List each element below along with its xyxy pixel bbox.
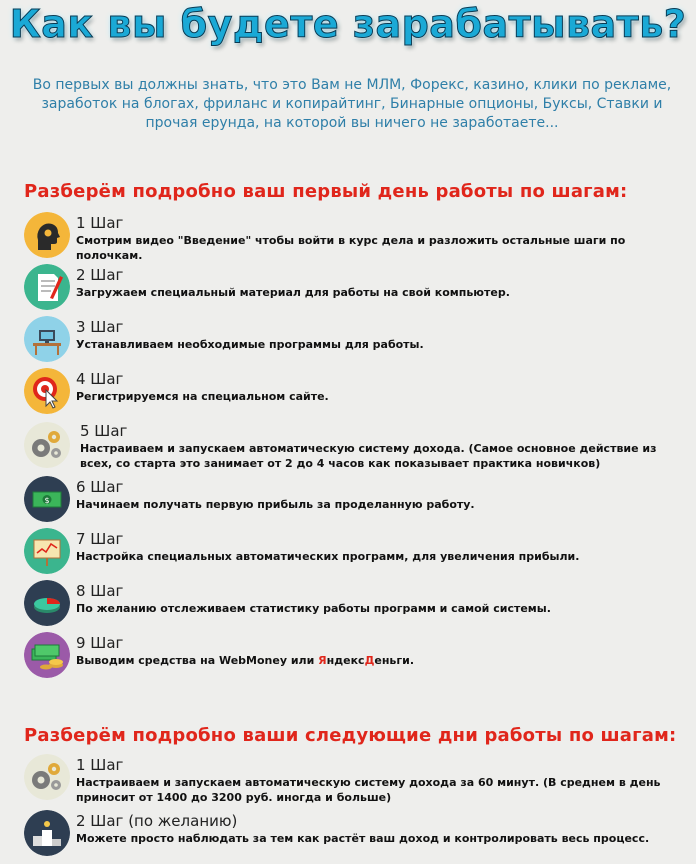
first-day-step-2 [24,262,684,312]
podium-icon [24,810,70,856]
desk-computer-icon [24,316,70,362]
step-title: 1 Шаг [76,756,124,774]
pie-chart-icon [24,580,70,626]
step-description: По желанию отслеживаем статистику работы программ и самой системы. [76,602,551,615]
money-coins-icon [24,632,70,678]
first-day-step-4 [24,366,684,416]
yandex-text: ндекс [326,654,365,667]
step-description: Смотрим видео "Введение" чтобы войти в курс дела и разложить остальные шаги по полочкам. [76,234,626,262]
next-days-heading: Разберём подробно ваши следующие дни работы по шагам: [24,725,677,746]
document-icon [24,264,70,310]
step-title: 8 Шаг [76,582,124,600]
yandex-text-end: еньги. [374,654,415,667]
step-description-text: Выводим средства на WebMoney или [76,654,319,667]
next-days-step-1 [24,752,684,806]
step-title: 2 Шаг [76,266,124,284]
banknotes-icon [24,476,70,522]
step-title: 6 Шаг [76,478,124,496]
gears-icon [24,754,70,800]
first-day-step-5 [24,418,684,474]
next-days-step-2 [24,808,684,858]
first-day-heading: Разберём подробно ваш первый день работы по шагам: [24,181,628,202]
target-click-icon [24,368,70,414]
step-title: 2 Шаг (по желанию) [76,812,238,830]
step-description [76,653,681,668]
intro-paragraph: Во первых вы должны знать, что это Вам не МЛМ, Форекс, казино, клики по рекламе, заработок на блогах, фриланс и копирайтинг, Бинарные опционы, Буксы, Ставки и прочая ерунда, на которой вы ничего не заработаете... [32,77,672,131]
presentation-board-icon [24,528,70,574]
step-description: Можете просто наблюдать за тем как растёт ваш доход и контролировать весь процесс. [76,832,650,845]
step-description: Загружаем специальный материал для работы на свой компьютер. [76,286,510,299]
step-description: Настраиваем и запускаем автоматическую систему дохода. (Самое основное действие из всех, со старта это занимает от 2 до 4 часов как показывает практика новичков) [80,442,657,470]
first-day-step-1 [24,210,684,260]
step-title: 7 Шаг [76,530,124,548]
first-day-step-3 [24,314,684,364]
first-day-step-6 [24,474,684,524]
head-silhouette-icon [24,212,70,258]
yandex-letter-ya: Я [318,654,327,667]
step-description: Начинаем получать первую прибыль за проделанную работу. [76,498,475,511]
step-description: Настройка специальных автоматических программ, для увеличения прибыли. [76,550,580,563]
svg-text:$: $ [44,496,50,505]
gears-icon [24,422,70,468]
step-description: Настраиваем и запускаем автоматическую систему дохода за 60 минут. (В среднем в день приносит от 1400 до 3200 руб. иногда и больше) [76,776,661,804]
step-title: 4 Шаг [76,370,124,388]
step-title: 9 Шаг [76,634,124,652]
first-day-step-7 [24,526,684,576]
step-title: 1 Шаг [76,214,124,232]
step-title: 3 Шаг [76,318,124,336]
page-title: Как вы будете зарабатывать? [9,2,687,46]
step-description: Регистрируемся на специальном сайте. [76,390,329,403]
first-day-step-9 [24,630,684,680]
step-title: 5 Шаг [80,422,128,440]
first-day-step-8 [24,578,684,628]
step-description: Устанавливаем необходимые программы для работы. [76,338,424,351]
yandex-letter-d: Д [364,654,375,667]
